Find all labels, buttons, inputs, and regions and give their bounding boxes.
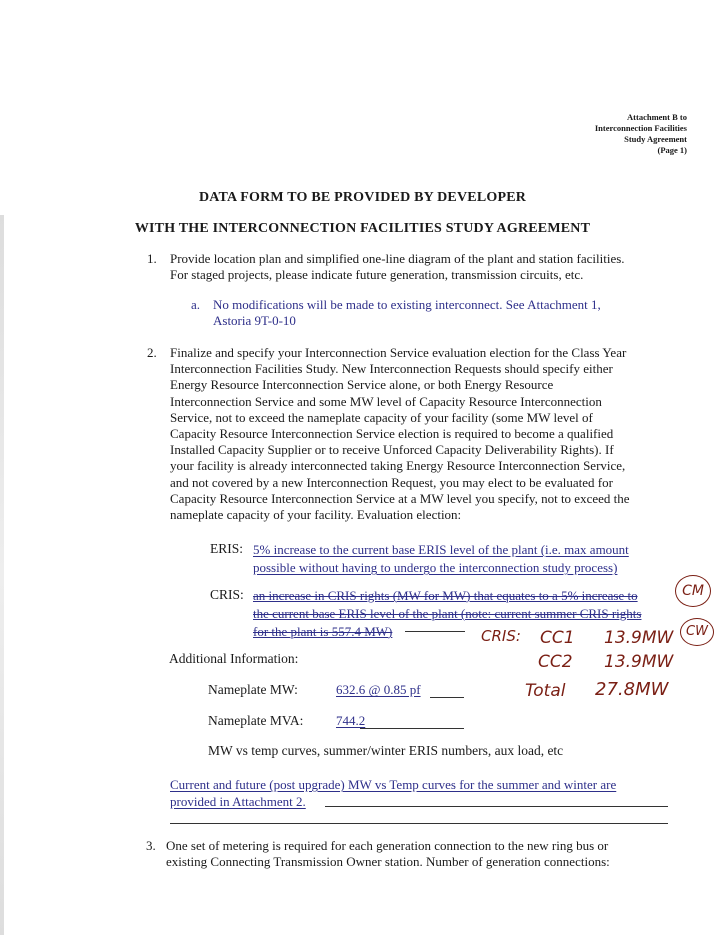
blank-line	[360, 728, 464, 729]
text-line: For staged projects, please indicate future generation, transmission circuits, etc.	[170, 267, 584, 283]
text-line: existing Connecting Transmission Owner station. Number of generation connections:	[166, 854, 610, 870]
hw-cc2-value: 13.9MW	[604, 652, 674, 672]
header-line: (Page 1)	[657, 145, 687, 155]
text-line: an increase in CRIS rights (MW for MW) that equates to a 5% increase to	[253, 588, 638, 603]
curves-answer	[170, 776, 670, 810]
blank-line	[430, 697, 464, 698]
item-number: 2.	[147, 345, 157, 360]
text-line: Astoria 9T-0-10	[213, 313, 296, 329]
text-line: Capacity Resource Interconnection Service election is required to become a qualified	[170, 426, 614, 442]
hw-cc1-label: CC1	[540, 628, 575, 648]
text-line: No modifications will be made to existing interconnect. See Attachment 1,	[213, 297, 601, 312]
hw-cris-label: CRIS:	[481, 627, 521, 645]
nameplate-mw-value: 632.6 @ 0.85 pf	[336, 682, 421, 697]
answer-letter: a.	[191, 297, 201, 312]
text-line: provided in Attachment 2.	[170, 794, 306, 809]
text-line: for the plant is 557.4 MW)	[253, 624, 393, 639]
eris-label: ERIS:	[210, 541, 244, 556]
text-line: Current and future (post upgrade) MW vs Temp curves for the summer and winter are	[170, 777, 617, 792]
blank-line	[325, 806, 668, 807]
header-line: Interconnection Facilities	[594, 123, 687, 133]
curves-text: MW vs temp curves, summer/winter ERIS numbers, aux load, etc	[208, 743, 564, 758]
text-line: Interconnection Service and some MW level of Capacity Resource Interconnection	[170, 393, 602, 409]
form-title: DATA FORM TO BE PROVIDED BY DEVELOPER	[198, 190, 527, 205]
item-1-answer	[213, 297, 673, 329]
text-line: nameplate capacity of your facility. Evaluation election:	[170, 507, 462, 523]
attachment-header	[595, 112, 687, 156]
text-line: Energy Resource Interconnection Service alone, or both Energy Resource	[170, 377, 554, 393]
text-line: Interconnection Facilities Study. New Interconnection Requests should specify either	[170, 361, 613, 377]
text-line: and not covered by a new Interconnection Request, you may elect to be evaluated for	[170, 474, 613, 490]
item-number: 3.	[146, 838, 156, 853]
nameplate-mva-value: 744.2	[336, 713, 366, 728]
text-line: Provide location plan and simplified one-line diagram of the plant and station facilities.	[170, 251, 625, 266]
blank-line	[170, 823, 668, 824]
eris-answer	[253, 541, 683, 577]
text-line: the current base ERIS level of the plant (note: current summer CRIS rights	[253, 606, 642, 621]
text-line: Installed Capacity Supplier or to receive Unforced Capacity Deliverability Rights). If	[170, 442, 614, 458]
text-line: Finalize and specify your Interconnection Service evaluation election for the Class Year	[170, 345, 627, 360]
header-line: Study Agreement	[624, 134, 687, 144]
hw-cc1-value: 13.9MW	[604, 628, 674, 648]
text-line: One set of metering is required for each generation connection to the new ring bus or	[166, 838, 609, 853]
text-line: 5% increase to the current base ERIS level of the plant (i.e. max amount	[253, 542, 629, 557]
text-line: Capacity Resource Interconnection Service at a MW level you specify, not to exceed the	[170, 490, 630, 506]
item-2-text	[170, 345, 682, 523]
hw-initials-cw: CW	[680, 618, 714, 646]
item-3-text	[166, 838, 682, 870]
hw-total-value: 27.8MW	[595, 679, 669, 700]
item-number: 1.	[147, 251, 157, 266]
hw-cc2-label: CC2	[538, 652, 573, 672]
cris-label: CRIS:	[210, 587, 244, 602]
header-line: Attachment B to	[627, 112, 687, 122]
text-line: your facility is already interconnected taking Energy Resource Interconnection Service,	[170, 458, 626, 474]
item-1-text	[170, 251, 680, 283]
nameplate-mw-label: Nameplate MW:	[208, 682, 298, 697]
additional-info-label: Additional Information:	[169, 651, 299, 666]
hw-initials-cm: CM	[675, 575, 711, 607]
text-line: Service, not to exceed the nameplate capacity of your facility (some MW level of	[170, 409, 593, 425]
form-subtitle: WITH THE INTERCONNECTION FACILITIES STUDY AGREEMENT	[134, 221, 591, 236]
scan-edge	[0, 215, 4, 935]
nameplate-mva-label: Nameplate MVA:	[208, 713, 304, 728]
hw-total-label: Total	[525, 681, 566, 701]
text-line: possible without having to undergo the interconnection study process)	[253, 560, 618, 575]
blank-line	[405, 631, 465, 632]
